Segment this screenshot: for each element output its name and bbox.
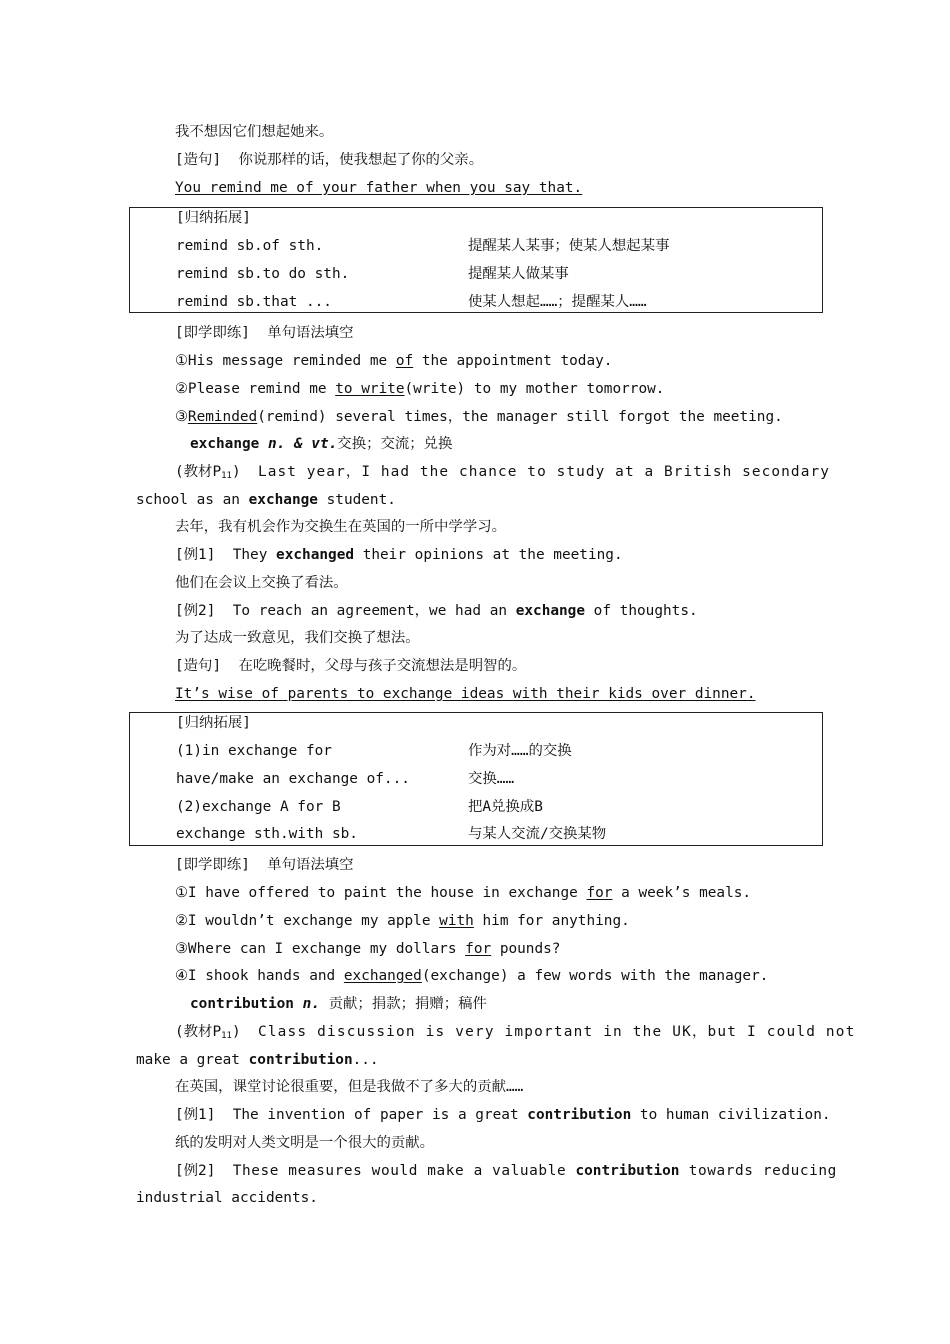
summary-zh: 提醒某人某事；使某人想起某事 bbox=[468, 238, 670, 254]
exchange-summary-box bbox=[129, 712, 823, 846]
textbook-tag: (教材P bbox=[175, 464, 222, 480]
headword: exchange bbox=[190, 436, 260, 452]
exchange-textbook-line1 bbox=[175, 462, 830, 486]
item-answer: Reminded bbox=[187, 409, 258, 425]
zaoju-tag: [造句] bbox=[175, 152, 222, 168]
part-of-speech: n. bbox=[302, 996, 320, 1012]
contribution-textbook-line2 bbox=[136, 1050, 379, 1070]
summary-zh: 提醒某人做某事 bbox=[468, 266, 569, 282]
textbook-text: student. bbox=[317, 492, 396, 508]
zaoju-prompt: 在吃晚餐时，父母与孩子交流想法是明智的。 bbox=[238, 658, 527, 674]
practice-item bbox=[175, 407, 783, 427]
practice-title: 单句语法填空 bbox=[267, 325, 354, 341]
item-answer: for bbox=[586, 885, 613, 901]
item-answer: to write bbox=[335, 381, 405, 397]
item-num: ④ bbox=[175, 968, 188, 984]
example-text: towards reducing bbox=[679, 1163, 837, 1179]
headword-meaning: 贡献；捐款；捐赠；稿件 bbox=[328, 996, 487, 1012]
practice-item bbox=[175, 883, 751, 903]
item-text: him for anything. bbox=[473, 913, 630, 929]
contribution-example-1-translation: 纸的发明对人类文明是一个很大的贡献。 bbox=[175, 1135, 435, 1151]
summary-title: [归纳拓展] bbox=[176, 715, 251, 731]
exchange-headword bbox=[190, 434, 452, 454]
practice-tag: [即学即练] bbox=[175, 325, 250, 341]
remind-zaoju bbox=[175, 150, 483, 170]
example-text: These measures would make a valuable bbox=[232, 1163, 576, 1179]
summary-en: (1)in exchange for bbox=[176, 743, 332, 759]
summary-en: (2)exchange A for B bbox=[176, 799, 341, 815]
exchange-example-2-translation: 为了达成一致意见，我们交换了想法。 bbox=[175, 630, 420, 646]
item-text: pounds? bbox=[491, 941, 561, 957]
exchange-textbook-translation: 去年，我有机会作为交换生在英国的一所中学学习。 bbox=[175, 519, 506, 535]
item-answer: exchanged bbox=[343, 968, 422, 984]
summary-title: [归纳拓展] bbox=[176, 210, 251, 226]
textbook-page: 11 bbox=[221, 471, 232, 481]
remind-summary-box bbox=[129, 207, 823, 313]
textbook-tag-close: ) bbox=[231, 464, 241, 480]
item-answer: for bbox=[465, 941, 492, 957]
example-tag: [例1] bbox=[175, 547, 216, 563]
headword-meaning: 交换；交流；兑换 bbox=[337, 436, 453, 452]
practice-item bbox=[175, 939, 560, 959]
item-text: (write) to my mother tomorrow. bbox=[404, 381, 665, 397]
summary-en: remind sb.to do sth. bbox=[176, 266, 350, 282]
item-num: ③ bbox=[175, 409, 188, 425]
headword: contribution bbox=[190, 996, 294, 1012]
exchange-example-2 bbox=[175, 601, 698, 621]
item-text: I wouldn’t exchange my apple bbox=[187, 913, 440, 929]
textbook-tag: (教材P bbox=[175, 1024, 222, 1040]
keyword: exchange bbox=[515, 603, 586, 619]
item-num: ① bbox=[175, 885, 188, 901]
remind-example-translation: 我不想因它们想起她来。 bbox=[175, 124, 334, 140]
practice-item bbox=[175, 379, 664, 399]
exchange-zaoju-answer: It’s wise of parents to exchange ideas with their kids over dinner. bbox=[175, 686, 756, 702]
contribution-example-2 bbox=[175, 1161, 837, 1181]
item-answer: with bbox=[439, 913, 474, 929]
item-text: I have offered to paint the house in exchange bbox=[187, 885, 587, 901]
contribution-headword bbox=[190, 994, 487, 1014]
example-tag: [例2] bbox=[175, 1163, 216, 1179]
keyword: exchanged bbox=[276, 547, 355, 563]
keyword: contribution bbox=[575, 1163, 680, 1179]
contribution-example-1 bbox=[175, 1105, 831, 1125]
contribution-example-2-line2: industrial accidents. bbox=[136, 1190, 318, 1206]
item-text: His message reminded me bbox=[187, 353, 396, 369]
item-text: (exchange) a few words with the manager. bbox=[421, 968, 769, 984]
keyword: contribution bbox=[248, 1052, 353, 1068]
item-text: the appointment today. bbox=[413, 353, 613, 369]
summary-zh: 交换…… bbox=[468, 771, 515, 787]
zaoju-tag: [造句] bbox=[175, 658, 222, 674]
item-num: ② bbox=[175, 913, 188, 929]
part-of-speech: n. & vt. bbox=[267, 436, 338, 452]
textbook-text: make a great bbox=[136, 1052, 249, 1068]
textbook-text: school as an bbox=[136, 492, 249, 508]
keyword: exchange bbox=[248, 492, 318, 508]
item-text: (remind) several times，the manager still forgot the meeting. bbox=[257, 409, 783, 425]
example-tag: [例1] bbox=[175, 1107, 216, 1123]
summary-en: have/make an exchange of... bbox=[176, 771, 410, 787]
item-num: ① bbox=[175, 353, 188, 369]
item-text: Please remind me bbox=[187, 381, 336, 397]
remind-zaoju-answer: You remind me of your father when you say that. bbox=[175, 180, 583, 196]
textbook-text: ... bbox=[352, 1052, 379, 1068]
contribution-textbook-translation: 在英国，课堂讨论很重要，但是我做不了多大的贡献…… bbox=[175, 1079, 524, 1095]
exchange-example-1-translation: 他们在会议上交换了看法。 bbox=[175, 575, 348, 591]
exchange-textbook-line2 bbox=[136, 490, 396, 510]
example-text: to human civilization. bbox=[631, 1107, 831, 1123]
example-text: To reach an agreement，we had an bbox=[232, 603, 516, 619]
exchange-practice-heading bbox=[175, 855, 354, 875]
textbook-text: Last year，I had the chance to study at a British secondary bbox=[257, 464, 830, 480]
exchange-zaoju bbox=[175, 656, 526, 676]
example-text: their opinions at the meeting. bbox=[354, 547, 623, 563]
contribution-textbook-line1 bbox=[175, 1022, 856, 1046]
item-num: ③ bbox=[175, 941, 188, 957]
remind-practice-heading bbox=[175, 323, 354, 343]
zaoju-prompt: 你说那样的话，使我想起了你的父亲。 bbox=[238, 152, 484, 168]
item-text: I shook hands and bbox=[187, 968, 344, 984]
item-text: a week’s meals. bbox=[612, 885, 752, 901]
practice-title: 单句语法填空 bbox=[267, 857, 354, 873]
textbook-page: 11 bbox=[221, 1031, 232, 1041]
exchange-example-1 bbox=[175, 545, 623, 565]
summary-en: exchange sth.with sb. bbox=[176, 826, 358, 842]
example-text: They bbox=[232, 547, 277, 563]
example-tag: [例2] bbox=[175, 603, 216, 619]
summary-zh: 作为对……的交换 bbox=[468, 743, 572, 759]
practice-tag: [即学即练] bbox=[175, 857, 250, 873]
example-text: of thoughts. bbox=[585, 603, 698, 619]
item-num: ② bbox=[175, 381, 188, 397]
textbook-tag-close: ) bbox=[231, 1024, 241, 1040]
summary-zh: 使某人想起……；提醒某人…… bbox=[468, 294, 647, 310]
practice-item bbox=[175, 911, 630, 931]
summary-en: remind sb.of sth. bbox=[176, 238, 324, 254]
keyword: contribution bbox=[527, 1107, 632, 1123]
practice-item bbox=[175, 966, 768, 986]
summary-zh: 与某人交流/交换某物 bbox=[468, 826, 607, 842]
item-answer: of bbox=[395, 353, 414, 369]
summary-en: remind sb.that ... bbox=[176, 294, 332, 310]
item-text: Where can I exchange my dollars bbox=[187, 941, 466, 957]
example-text: The invention of paper is a great bbox=[232, 1107, 528, 1123]
textbook-text: Class discussion is very important in the UK，but I could not bbox=[257, 1024, 856, 1040]
summary-zh: 把A兑换成B bbox=[468, 799, 543, 815]
practice-item bbox=[175, 351, 612, 371]
